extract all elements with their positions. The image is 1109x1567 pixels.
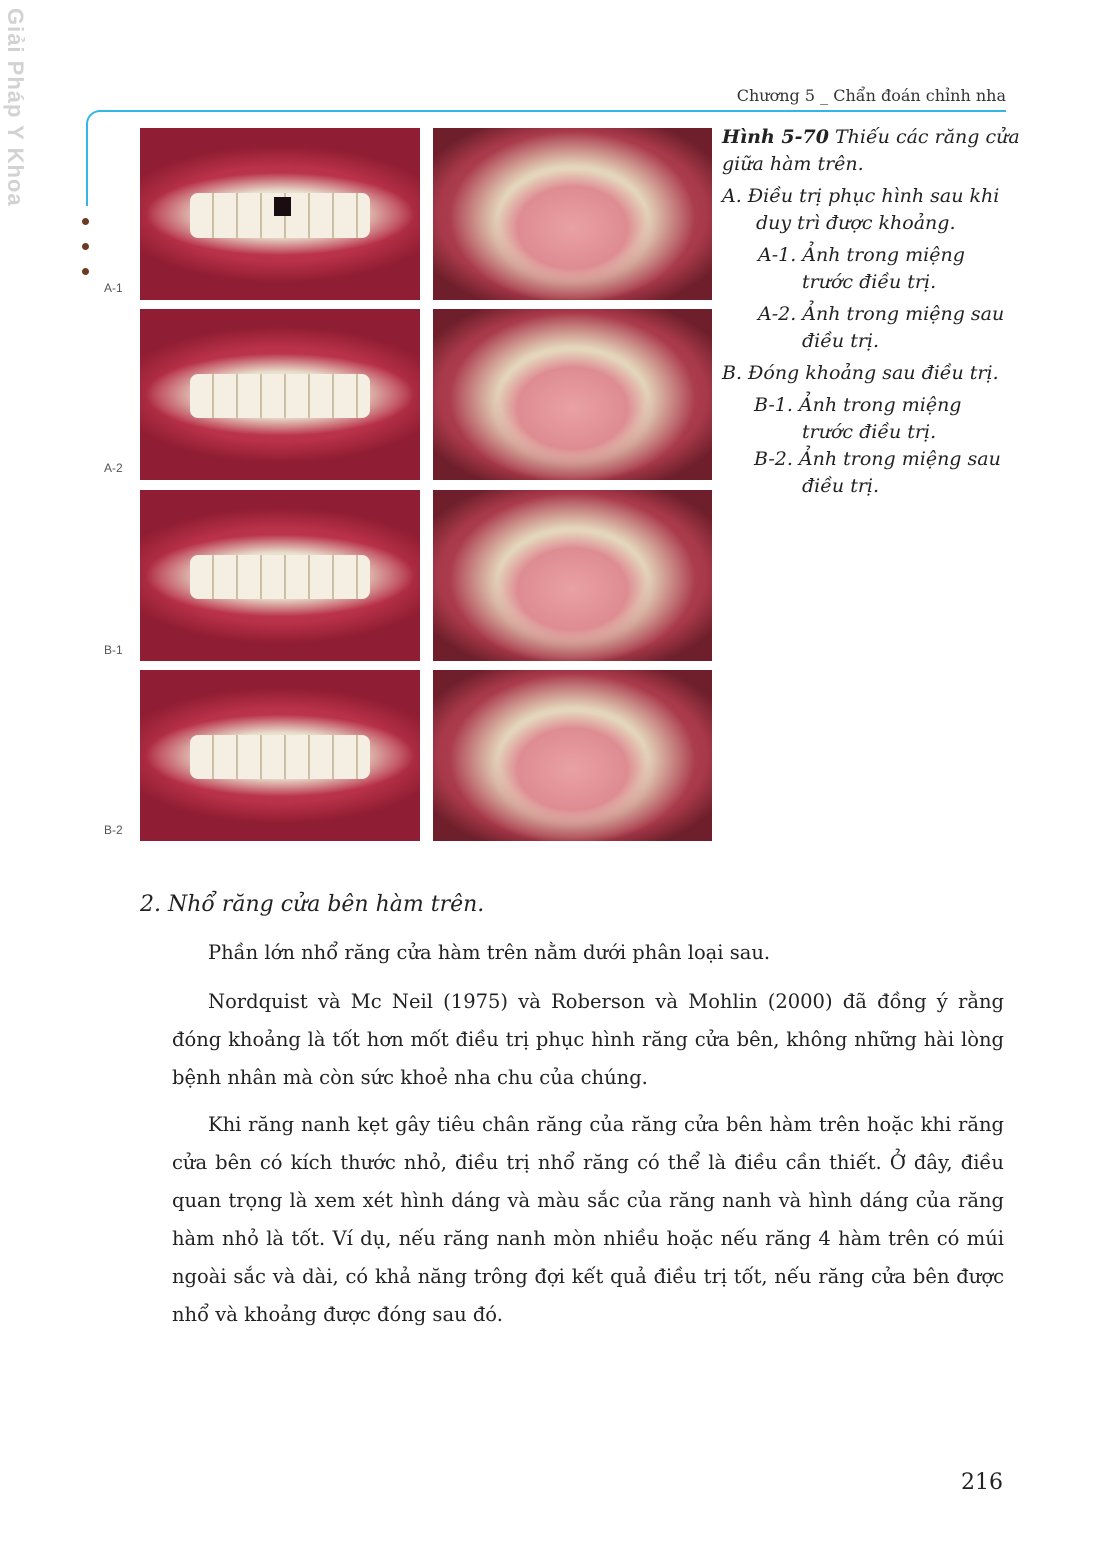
caption-item-a1-cont: trước điều trị. xyxy=(802,271,937,293)
panel-label-b1: B-1 xyxy=(104,643,123,657)
photo-a1-frontal xyxy=(140,128,420,300)
caption-item-b2: B-2. Ảnh trong miệng sau xyxy=(754,448,1001,470)
header-rule-corner xyxy=(86,110,102,126)
photo-a2-occlusal xyxy=(433,309,712,480)
caption-item-b: B. Đóng khoảng sau điều trị. xyxy=(722,362,999,384)
panel-label-a1: A-1 xyxy=(104,281,123,295)
caption-item-a2: A-2. Ảnh trong miệng sau xyxy=(758,303,1005,325)
caption-title-line2: giữa hàm trên. xyxy=(722,153,864,175)
photo-b2-frontal xyxy=(140,670,420,841)
paragraph xyxy=(172,983,1004,1097)
photo-b1-frontal xyxy=(140,490,420,661)
margin-dot xyxy=(82,268,89,275)
caption-item-a-cont: duy trì được khoảng. xyxy=(756,212,956,234)
caption-title: Thiếu các răng cửa xyxy=(828,126,1020,148)
diastema xyxy=(274,197,291,216)
panel-label-b2: B-2 xyxy=(104,823,123,837)
margin-dot xyxy=(82,218,89,225)
caption-item-b2-cont: điều trị. xyxy=(802,475,880,497)
paragraph xyxy=(172,934,1004,972)
page-number: 216 xyxy=(961,1470,1003,1495)
photo-a2-frontal xyxy=(140,309,420,480)
caption-item-a1: A-1. Ảnh trong miệng xyxy=(758,244,965,266)
paragraph-text: Nordquist và Mc Neil (1975) và Roberson và Mohlin (2000) đã đồng ý rằng đóng khoảng là tốt hơn mốt điều trị phục hình răng cửa bên, không những hài lòng bệnh nhân mà còn sức khoẻ nha chu của chúng. xyxy=(172,990,1004,1089)
caption-item-b1: B-1. Ảnh trong miệng xyxy=(754,394,962,416)
teeth xyxy=(190,555,369,599)
caption-item-a2-cont: điều trị. xyxy=(802,330,880,352)
caption-title-line xyxy=(722,124,1020,151)
caption-item-b1-cont: trước điều trị. xyxy=(802,421,937,443)
photo-a1-occlusal xyxy=(433,128,712,300)
header-rule xyxy=(100,110,1006,112)
teeth xyxy=(190,735,369,779)
margin-rule xyxy=(86,124,88,206)
paragraph xyxy=(172,1106,1004,1334)
paragraph-text: Khi răng nanh kẹt gây tiêu chân răng của răng cửa bên hàm trên hoặc khi răng cửa bên có kích thước nhỏ, điều trị nhổ răng có thể là điều cần thiết. Ở đây, điều quan trọng là xem xét hình dáng và màu sắc của răng nanh và hình dáng của răng hàm nhỏ là tốt. Ví dụ, nếu răng nanh mòn nhiều hoặc nếu răng 4 hàm trên có múi ngoài sắc và dài, có khả năng trông đợi kết quả điều trị tốt, nếu răng cửa bên được nhổ và khoảng được đóng sau đó. xyxy=(172,1113,1004,1326)
running-head: Chương 5 _ Chẩn đoán chỉnh nha xyxy=(736,86,1006,105)
margin-dot xyxy=(82,243,89,250)
panel-label-a2: A-2 xyxy=(104,461,123,475)
photo-b2-occlusal xyxy=(433,670,712,841)
figure-number: Hình 5-70 xyxy=(722,126,829,148)
watermark: Giải Pháp Y Khoa xyxy=(3,8,28,207)
teeth xyxy=(190,374,369,418)
photo-b1-occlusal xyxy=(433,490,712,661)
section-heading: 2. Nhổ răng cửa bên hàm trên. xyxy=(140,892,485,917)
caption-item-a: A. Điều trị phục hình sau khi xyxy=(722,185,1000,207)
paragraph-text: Phần lớn nhổ răng cửa hàm trên nằm dưới phân loại sau. xyxy=(208,941,771,964)
